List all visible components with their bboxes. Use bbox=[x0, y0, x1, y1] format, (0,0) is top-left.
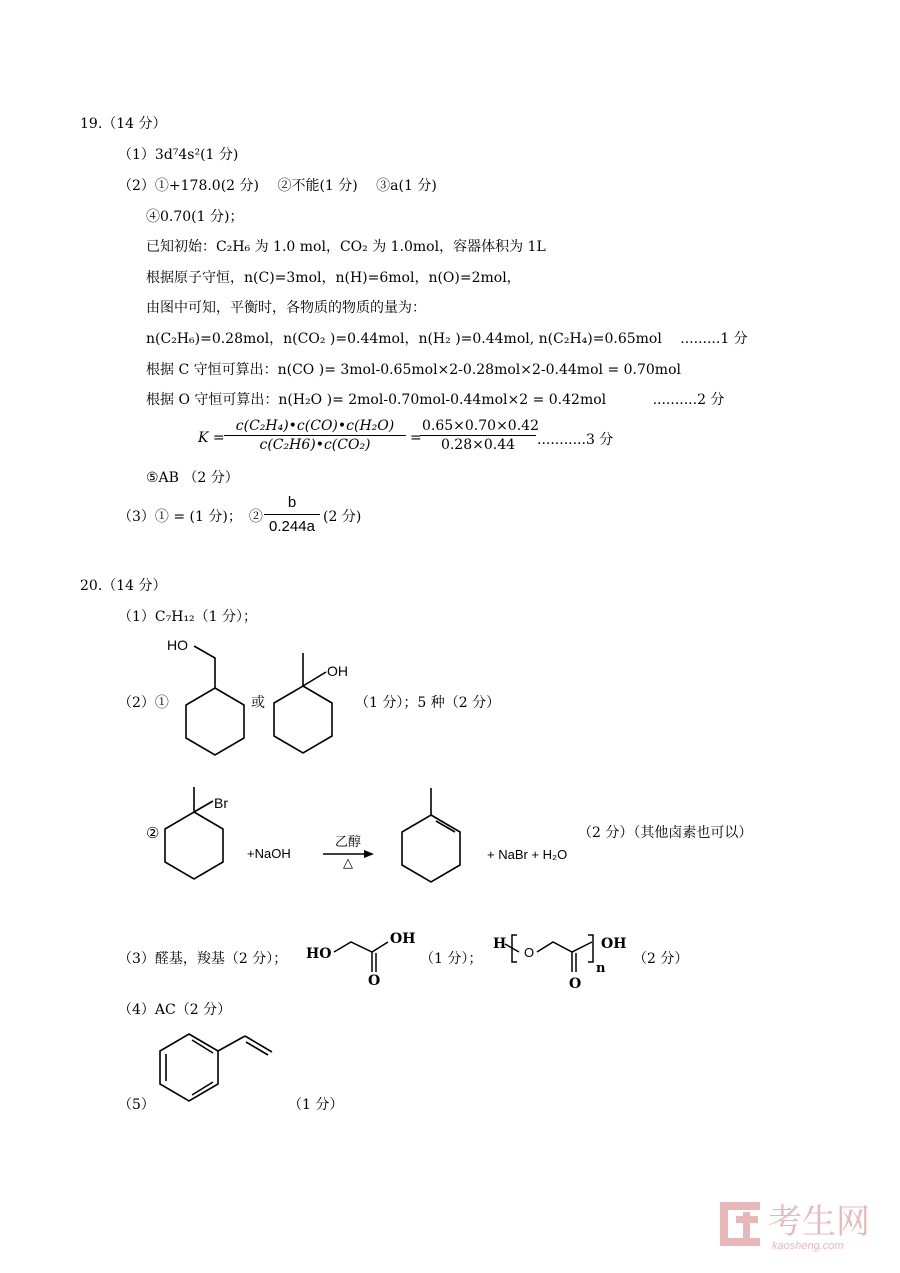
q19-part2-4: ④0.70(1 分)； bbox=[146, 209, 244, 225]
q19-initial: 已知初始：C₂H₆ 为 1.0 mol，CO₂ 为 1.0mol，容器体积为 1L bbox=[146, 239, 546, 255]
k-numerator-values: 0.65×0.70×0.42 bbox=[422, 418, 539, 434]
q19-part1: （1）3d⁷4s²(1 分) bbox=[118, 147, 239, 163]
reactant-br-label: Br bbox=[214, 795, 228, 811]
q20-part5-score: （1 分） bbox=[288, 1097, 344, 1113]
q19-eq-amounts: n(C₂H₆)=0.28mol，n(CO₂ )=0.44mol，n(H₂ )=0.44mol, n(C₂H₄)=0.65mol .........1 分 bbox=[146, 331, 748, 347]
or-text: 或 bbox=[251, 695, 265, 711]
reaction-label: ② bbox=[146, 824, 160, 842]
q20-part2-score: （1 分）；5 种（2 分） bbox=[355, 695, 501, 711]
vinyl-bond bbox=[218, 1036, 245, 1051]
k-score: ...........3 分 bbox=[537, 432, 614, 448]
condition-heat: △ bbox=[343, 856, 353, 871]
poly-n-label: n bbox=[596, 961, 606, 976]
poly-h-label: H bbox=[493, 936, 507, 952]
s2-oh-label: OH bbox=[327, 663, 348, 679]
watermark-logo-text: 考生网 bbox=[768, 1203, 870, 1241]
watermark-url: kaosheng.com bbox=[772, 1240, 844, 1252]
glycolic-oh-label: OH bbox=[390, 931, 416, 947]
benzene-ring bbox=[160, 1034, 218, 1101]
poly-oh-label: OH bbox=[601, 936, 627, 952]
q19-part3-denominator: 0.244a bbox=[269, 518, 315, 535]
k-denominator-values: 0.28×0.44 bbox=[440, 437, 516, 453]
q20-part3: （3）醛基，羧基（2 分）； bbox=[118, 951, 288, 967]
q19-o-conservation: 根据 O 守恒可算出：n(H₂O )= 2mol-0.70mol-0.44mol×2 = 0.42mol ..........2 分 bbox=[146, 392, 725, 408]
glycolic-ho-label: HO bbox=[306, 946, 332, 962]
q20-part2-label: （2）① bbox=[118, 695, 169, 711]
q19-part3-score: (2 分) bbox=[323, 509, 362, 525]
q19-part2-5: ⑤AB （2 分） bbox=[146, 470, 239, 486]
q19-part2: （2）①+178.0(2 分) ②不能(1 分) ③a(1 分) bbox=[118, 178, 437, 194]
k-equals: = bbox=[410, 430, 422, 446]
q20-part4: （4）AC（2 分） bbox=[118, 1002, 232, 1018]
q19-part3: （3）① = (1 分)； ② bbox=[118, 509, 263, 525]
reaction-products-text: + NaBr + H₂O bbox=[487, 847, 568, 862]
glycolic-o-label: O bbox=[368, 973, 381, 989]
poly-o-label: O bbox=[524, 945, 535, 960]
watermark-logo-icon bbox=[716, 1198, 764, 1250]
reaction-score: （2 分）（其他卤素也可以） bbox=[578, 825, 753, 841]
q19-conservation: 根据原子守恒，n(C)=3mol，n(H)=6mol，n(O)=2mol， bbox=[146, 270, 521, 286]
q19-part3-numerator: b bbox=[264, 494, 320, 515]
q20-part3-score2: （2 分） bbox=[633, 951, 689, 967]
naoh-text: +NaOH bbox=[247, 846, 291, 861]
k-numerator: c(C₂H₄)•c(CO)•c(H₂O) bbox=[224, 418, 406, 436]
k-denominator: c(C₂H6)•c(CO₂) bbox=[259, 437, 371, 453]
q19-c-conservation: 根据 C 守恒可算出：n(CO )= 3mol-0.65mol×2-0.28mol×2-0.44mol = 0.70mol bbox=[146, 362, 681, 378]
q19-figure-note: 由图中可知，平衡时，各物质的物质的量为： bbox=[146, 300, 426, 316]
q20-part3-score1: （1 分）； bbox=[420, 951, 483, 967]
poly-carbonyl-o-label: O bbox=[569, 976, 582, 992]
q20-part5: （5） bbox=[118, 1097, 155, 1113]
s1-ho-label: HO bbox=[167, 637, 188, 653]
k-lhs: K = bbox=[198, 430, 225, 446]
condition-ethanol: 乙醇 bbox=[335, 835, 362, 850]
q19-header: 19.（14 分） bbox=[80, 116, 167, 132]
q20-header: 20.（14 分） bbox=[80, 578, 167, 594]
q20-part1: （1）C₇H₁₂（1 分）； bbox=[118, 609, 258, 625]
